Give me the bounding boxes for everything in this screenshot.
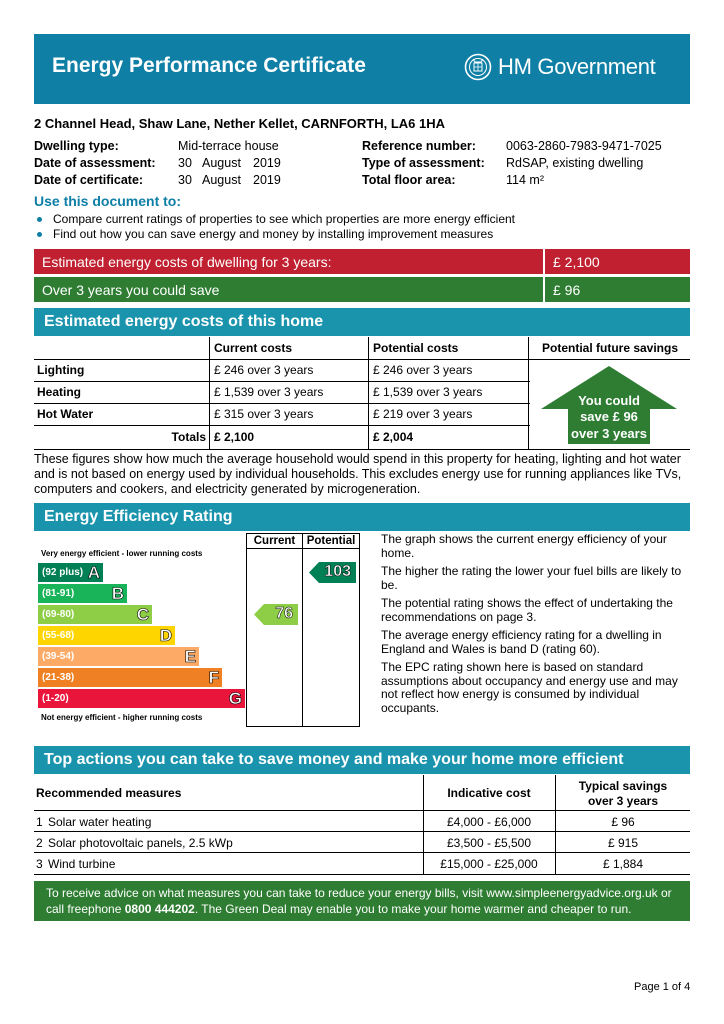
energy-rating-heading: Energy Efficiency Rating [34,503,690,531]
rating-band-letter: C [136,604,149,624]
rating-band-f [38,668,222,687]
cost-row-current: £ 315 over 3 years [214,407,314,421]
royal-crest-icon [464,53,492,81]
chart-frame [302,533,303,727]
rating-band-range: (81-91) [42,588,75,599]
rating-explanation-paragraph: The average energy efficiency rating for a dwelling in England and Wales is band D (rating 60). [381,628,662,656]
table-divider [209,337,210,449]
rating-band-letter: A [87,562,100,582]
potential-saving-bar: Over 3 years you could save [34,277,543,302]
chart-frame [246,533,247,727]
use-document-heading: Use this document to: [34,193,182,209]
freephone-number: 0800 444202 [124,902,195,916]
use-bullet-text: Find out how you can save energy and money by installing improvement measures [53,227,494,241]
bullet-dot-icon [37,217,42,222]
totals-potential: £ 2,004 [373,430,414,444]
table-divider [34,425,530,426]
page-title: Energy Performance Certificate [52,54,366,77]
rating-band-d [38,626,175,645]
cost-row-name: Heating [37,385,82,399]
rating-band-letter: D [159,625,172,645]
actions-table [34,775,690,875]
col-future-savings: Potential future savings [541,341,679,355]
action-row-measure: Solar water heating [48,814,152,829]
table-divider [555,775,556,875]
savings-line: You could [578,392,640,408]
potential-rating-arrow [309,562,356,583]
chart-bottom-note: Not energy efficient - higher running costs [41,712,203,722]
rating-band-c [38,605,152,624]
totals-current: £ 2,100 [214,430,255,444]
rating-band-range: (39-54) [42,651,75,662]
rating-explanation-paragraph: The potential rating shows the effect of undertaking the recommendations on page 3. [381,596,673,624]
action-row-measure: Solar photovoltaic panels, 2.5 kWp [48,835,233,850]
rating-band-range: (21-38) [42,672,75,683]
advice-text: call freephone [46,902,125,916]
bullet-dot-icon [37,232,42,237]
table-divider [34,831,690,832]
rating-band-range: (69-80) [42,609,75,620]
date-assessment-month: August [202,156,241,170]
action-row-num: 3 [36,856,43,871]
advice-text: . The Green Deal may enable you to make your home warmer and cheaper to run. [194,902,632,916]
chart-frame [246,726,360,727]
property-address: 2 Channel Head, Shaw Lane, Nether Kellet, CARNFORTH, LA6 1HA [34,116,446,131]
advice-line: To receive advice on what measures you can take to reduce your energy bills, visit www.simpleenergyadvice.org.uk or [46,886,672,900]
potential-rating-arrow-value: 103 [324,563,351,580]
rating-explanation [381,533,689,720]
chart-top-note: Very energy efficient - lower running costs [41,548,203,558]
rating-band-b [38,584,127,603]
hm-government-logo [464,52,674,82]
type-assessment-value: RdSAP, existing dwelling [506,156,644,170]
savings-line: save £ 96 [580,408,638,424]
date-assessment-year: 2019 [253,156,281,170]
estimated-cost-bar: Estimated energy costs of dwelling for 3 years: [34,249,543,274]
rating-band-letter: B [111,583,124,603]
dwelling-type-value: Mid-terrace house [178,139,279,153]
table-divider [34,810,690,811]
savings-line: over 3 years [571,425,647,441]
energy-rating-chart [34,533,360,727]
rating-band-a [38,563,103,582]
action-row-cost: £15,000 - £25,000 [440,856,538,871]
col-current-rating: Current [253,535,296,547]
cost-row-name: Lighting [37,363,85,377]
floor-area-label: Total floor area: [362,173,456,187]
energy-costs-table [34,337,690,451]
date-certificate-day: 30 [178,173,192,187]
rating-band-g [38,689,245,708]
action-row-num: 2 [36,835,43,850]
type-assessment-label: Type of assessment: [362,156,485,170]
totals-label: Totals [171,430,206,444]
col-indicative-cost: Indicative cost [447,785,531,800]
table-divider [34,381,530,382]
potential-saving-value: £ 96 [545,277,690,302]
rating-explanation-paragraph: The higher the rating the lower your fuel bills are likely to be. [381,564,682,592]
cost-row-potential: £ 1,539 over 3 years [373,385,483,399]
use-bullet-text: Compare current ratings of properties to see which properties are more energy efficient [53,212,516,226]
top-actions-heading: Top actions you can take to save money and make your home more efficient [34,746,690,774]
current-rating-arrow-value: 76 [275,605,293,622]
brand-name: HM Government [498,54,656,79]
table-divider [34,874,690,875]
reference-label: Reference number: [362,139,476,153]
cost-row-potential: £ 219 over 3 years [373,407,473,421]
rating-band-e [38,647,199,666]
floor-area-value: 114 m² [506,173,544,187]
col-potential-rating: Potential [306,535,356,547]
costs-explanation: These figures show how much the average household would spend in this property for heating, lighting and hot water and is not based on energy used by individual households. This excludes energy use for running appliances like TVs, computers and cookers, and electricity generated by microgeneration. [34,452,682,496]
cost-row-current: £ 1,539 over 3 years [214,385,324,399]
cost-row-current: £ 246 over 3 years [214,363,314,377]
table-divider [34,359,530,360]
rating-band-letter: E [184,646,196,666]
action-row-cost: £3,500 - £5,500 [446,835,532,850]
action-row-measure: Wind turbine [48,856,116,871]
use-bullet-item [34,212,515,226]
col-recommended-measures: Recommended measures [36,785,182,800]
date-certificate-label: Date of certificate: [34,173,144,187]
action-row-cost: £4,000 - £6,000 [446,814,532,829]
table-divider [34,449,690,450]
use-bullet-item [34,227,493,241]
table-divider [34,403,530,404]
cost-row-name: Hot Water [37,407,94,421]
rating-explanation-paragraph: The EPC rating shown here is based on standard assumptions about occupancy and energy use and may not reflect how energy is consumed by individual occupants. [381,660,678,715]
dwelling-type-label: Dwelling type: [34,139,119,153]
date-assessment-day: 30 [178,156,192,170]
table-divider [530,359,690,360]
table-divider [528,337,529,449]
page-number: Page 1 of 4 [634,981,691,993]
col-typical-savings: Typical savings [578,778,668,793]
reference-value: 0063-2860-7983-9471-7025 [506,139,662,153]
rating-band-range: (55-68) [42,630,75,641]
table-divider [34,852,690,853]
rating-band-range: (92 plus) [42,567,84,578]
date-certificate-month: August [202,173,241,187]
rating-explanation-paragraph: The graph shows the current energy efficiency of your home. [381,532,667,560]
estimated-cost-value: £ 2,100 [545,249,690,274]
energy-costs-heading: Estimated energy costs of this home [34,308,690,336]
cost-row-potential: £ 246 over 3 years [373,363,473,377]
table-divider [368,337,369,449]
rating-band-range: (1-20) [42,693,69,704]
chart-frame [359,533,360,727]
action-row-num: 1 [36,814,43,829]
action-row-saving: £ 915 [607,835,639,850]
advice-line [46,901,680,917]
advice-footer [34,881,690,921]
chart-frame [246,548,360,549]
col-potential-costs: Potential costs [373,341,459,355]
rating-band-letter: F [208,667,219,687]
table-divider [423,775,424,875]
date-assessment-label: Date of assessment: [34,156,156,170]
action-row-saving: £ 1,884 [602,856,644,871]
action-row-saving: £ 96 [611,814,635,829]
rating-band-letter: G [228,688,242,708]
current-rating-arrow [254,604,298,625]
date-certificate-year: 2019 [253,173,281,187]
col-typical-savings: over 3 years [587,793,659,808]
col-current-costs: Current costs [214,341,293,355]
